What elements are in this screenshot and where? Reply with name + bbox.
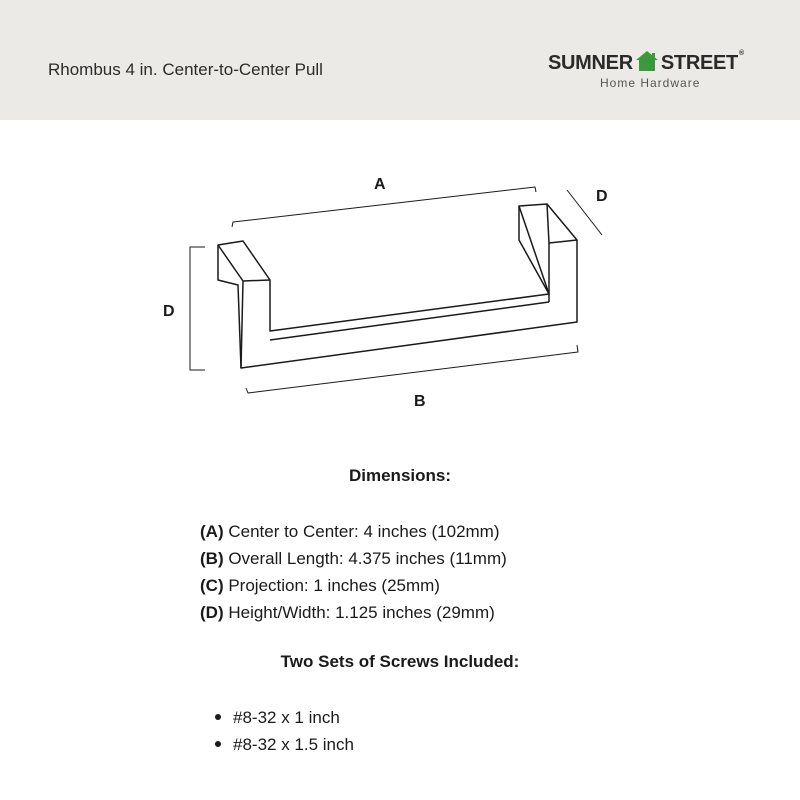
brand-logo: [548, 50, 763, 94]
dimension-label: (C): [200, 576, 224, 595]
product-title: Rhombus 4 in. Center-to-Center Pull: [48, 60, 323, 79]
label-d-left: D: [163, 303, 175, 320]
dimension-a-line: [232, 187, 536, 227]
dimension-item-a: [200, 518, 507, 545]
pull-diagram: [150, 160, 630, 420]
dimensions-heading: Dimensions:: [348, 466, 452, 485]
brand-subtitle: Home Hardware: [600, 76, 701, 90]
dimension-text: Projection: 1 inches (25mm): [223, 576, 440, 595]
label-d-right: D: [596, 188, 608, 205]
brand-name-part1: SUMNER: [548, 52, 633, 74]
dimensions-list: [200, 518, 507, 626]
dimension-item-b: [200, 545, 507, 572]
label-b: B: [414, 393, 426, 410]
list-item: #8-32 x 1.5 inch: [215, 731, 354, 758]
handle-edge-left-front: [243, 280, 270, 281]
dimension-text: Height/Width: 1.125 inches (29mm): [223, 603, 495, 622]
list-item: #8-32 x 1 inch: [215, 704, 354, 731]
handle-edge-inner: [270, 302, 549, 340]
dimension-text: Overall Length: 4.375 inches (11mm): [223, 549, 507, 568]
dimension-text: Center to Center: 4 inches (102mm): [223, 522, 500, 541]
dimension-label: (B): [200, 549, 224, 568]
brand-name: [548, 50, 744, 75]
dimension-item-c: [200, 572, 507, 599]
dimension-b-line: [246, 345, 578, 393]
registered-mark: ®: [738, 50, 744, 57]
header-banner: [0, 0, 800, 120]
dimension-d-left-line: [190, 247, 205, 370]
house-icon: [635, 50, 659, 72]
screws-list: [215, 704, 354, 758]
screws-heading: Two Sets of Screws Included:: [280, 652, 520, 671]
brand-name-part2: STREET: [660, 52, 738, 74]
handle-outline: [218, 204, 577, 368]
label-a: A: [374, 176, 386, 193]
dimension-label: (A): [200, 522, 224, 541]
dimension-label: (D): [200, 603, 224, 622]
dimension-item-d: [200, 599, 507, 626]
